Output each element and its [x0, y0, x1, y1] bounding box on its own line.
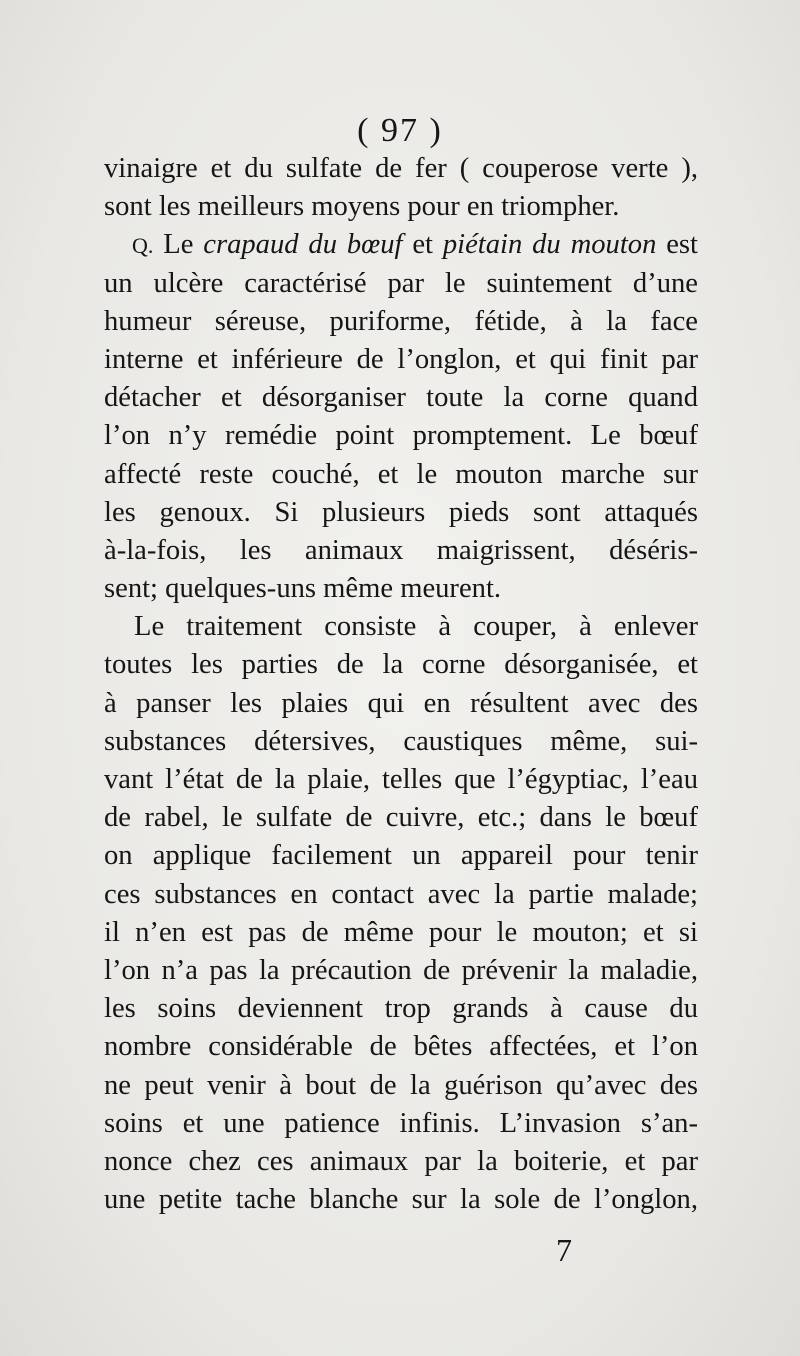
text-line: toutes les parties de la corne désorganisée, et: [104, 649, 698, 681]
text-line: nonce chez ces animaux par la boiterie, et par: [104, 1145, 698, 1177]
text-line: il n’en est pas de même pour le mouton; et si: [104, 916, 698, 948]
text-line: l’on n’a pas la précaution de prévenir la maladie,: [104, 954, 698, 986]
term-crapaud: crapaud du bœuf: [203, 229, 403, 261]
text-line: affecté reste couché, et le mouton marche sur: [104, 458, 698, 490]
term-pietain: piétain du mouton: [442, 229, 657, 261]
text-line: de rabel, le sulfate de cuivre, etc.; dans le bœuf: [104, 802, 698, 834]
text-line: Le traitement consiste à couper, à enlever: [134, 611, 698, 643]
text-line: vinaigre et du sulfate de fer ( couperose verte ),: [104, 153, 698, 184]
text-line: humeur séreuse, puriforme, fétide, à la face: [104, 305, 698, 337]
page-number: ( 97 ): [357, 112, 443, 149]
text-line: détacher et désorganiser toute la corne quand: [104, 382, 698, 414]
text-line: substances détersives, caustiques même, sui-: [104, 725, 698, 757]
text-line: vant l’état de la plaie, telles que l’égyptiac, l’eau: [104, 764, 698, 795]
text-line: un ulcère caractérisé par le suintement d’une: [104, 267, 698, 299]
text-line: nombre considérable de bêtes affectées, et l’on: [104, 1031, 698, 1063]
text-line: soins et une patience infinis. L’invasion s’an-: [104, 1107, 698, 1139]
text-line: interne et inférieure de l’onglon, et qui finit par: [104, 343, 698, 375]
text-line: à-la-fois, les animaux maigrissent, déséris-: [104, 534, 698, 566]
text-line: une petite tache blanche sur la sole de l’onglon,: [104, 1184, 698, 1216]
text-line: ne peut venir à bout de la guérison qu’avec des: [104, 1069, 698, 1101]
text-line: sont les meilleurs moyens pour en triompher.: [104, 191, 620, 223]
text-line: les soins deviennent trop grands à cause du: [104, 993, 698, 1025]
text-line: à panser les plaies qui en résultent avec des: [104, 687, 698, 719]
text-line: les genoux. Si plusieurs pieds sont attaqués: [104, 496, 698, 528]
text-line: on applique facilement un appareil pour tenir: [104, 840, 698, 872]
body-text: [104, 150, 698, 1219]
signature-mark: 7: [556, 1232, 572, 1268]
text-line: ces substances en contact avec la partie malade;: [104, 878, 698, 910]
text-line: l’on n’y remédie point promptement. Le bœuf: [104, 420, 698, 452]
paragraph-marker: Q.: [132, 233, 154, 259]
text-line: sent; quelques-uns même meurent.: [104, 573, 502, 605]
paragraph-opening-line: Q. Le crapaud du bœuf et piétain du mouton est: [132, 229, 698, 261]
